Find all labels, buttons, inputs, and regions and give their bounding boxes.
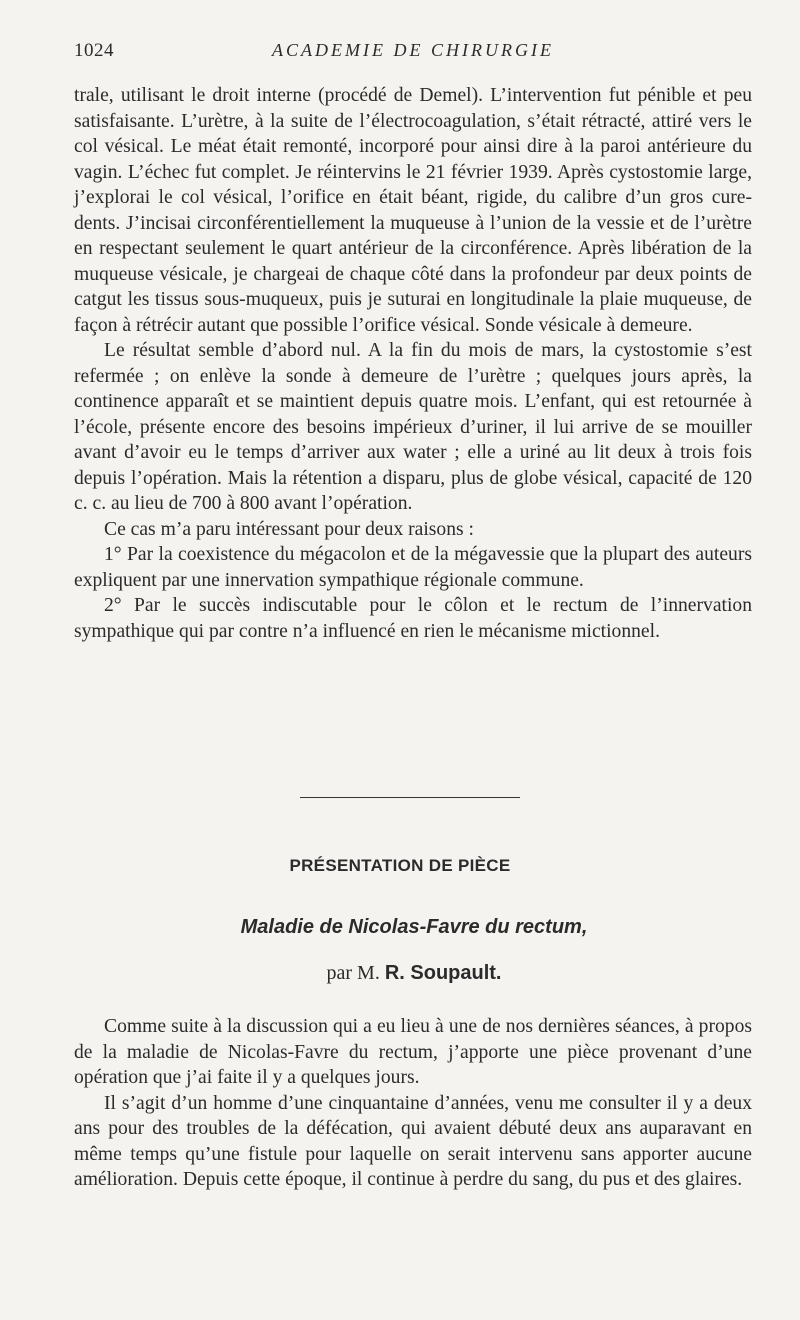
section-divider — [300, 797, 520, 798]
paragraph-introduction: Comme suite à la discussion qui a eu lieu à une de nos dernières séances, à propos de la maladie de Nicolas-Favre du rectum, j’apporte une pièce provenant d’une opération que j’ai faite il y a quelques jours. — [74, 1016, 752, 1088]
paragraph-reason-1: 1° Par la coexistence du mégacolon et de la mégavessie que la plupart des auteurs expliquent par une innervation sympathique régionale commune. — [74, 544, 752, 591]
presentation-text — [74, 1014, 752, 1193]
paragraph-result: Le résultat semble d’abord nul. A la fin du mois de mars, la cystostomie s’est refermée ; on enlève la sonde à demeure de l’urètre ; quelques jours après, la continence apparaît et se maintient depuis quatre mois. L’enfant, qui est retournée à l’école, présente encore des besoins impérieux d’uriner, il lui arrive de se mouiller avant d’avoir eu le temps d’arriver aux water ; elle a uriné au lit deux à trois fois depuis l’opération. Mais la rétention a disparu, plus de globe vésical, capacité de 120 c. c. au lieu de 700 à 800 avant l’opération. — [74, 340, 752, 514]
case-report-text — [74, 83, 752, 644]
byline — [0, 962, 800, 985]
byline-prefix: par M. — [326, 962, 380, 984]
paragraph-reason-2: 2° Par le succès indiscutable pour le côlon et le rectum de l’innervation sympathique qui par contre n’a influencé en rien le mécanisme mictionnel. — [74, 595, 752, 642]
running-title: ACADEMIE DE CHIRURGIE — [272, 40, 554, 60]
paragraph-reasons-intro: Ce cas m’a paru intéressant pour deux raisons : — [104, 518, 474, 540]
article-title: Maladie de Nicolas-Favre du rectum, — [240, 916, 588, 938]
section-heading: PRÉSENTATION DE PIÈCE — [289, 856, 511, 875]
page-number: 1024 — [74, 40, 114, 61]
paragraph-continuation: trale, utilisant le droit interne (procédé de Demel). L’intervention fut pénible et peu satisfaisante. L’urètre, à la suite de l’électrocoagulation, s’était rétracté, attiré vers le col vésical. Le méat était remonté, incorporé pour ainsi dire à la paroi antérieure du vagin. L’échec fut complet. Je réintervins le 21 février 1939. Après cystostomie large, j’explorai le col vésical, l’orifice en était béant, rigide, du calibre d’un gros cure-dents. J’incisai circonférentiellement la muqueuse à l’union de la vessie et de l’urètre en respectant seulement le quart antérieur de la circonférence. Après libération de la muqueuse vésicale, je chargeai de chaque côté dans la profondeur par deux points de catgut les tissus sous-muqueux, puis je suturai en longitudinale la plaie muqueuse, de façon à rétrécir autant que possible l’orifice vésical. Sonde vésicale à demeure. — [74, 85, 752, 336]
author-name: R. Soupault. — [384, 962, 502, 984]
paragraph-case-history: Il s’agit d’un homme d’une cinquantaine d’années, venu me consulter il y a deux ans pour des troubles de la défécation, qui avaient débuté deux ans auparavant en même temps qu’une fistule pour laquelle on serait intervenu sans apporter aucune amélioration. Depuis cette époque, il continue à perdre du sang, du pus et des glaires. — [74, 1092, 752, 1190]
page-header — [74, 40, 752, 66]
